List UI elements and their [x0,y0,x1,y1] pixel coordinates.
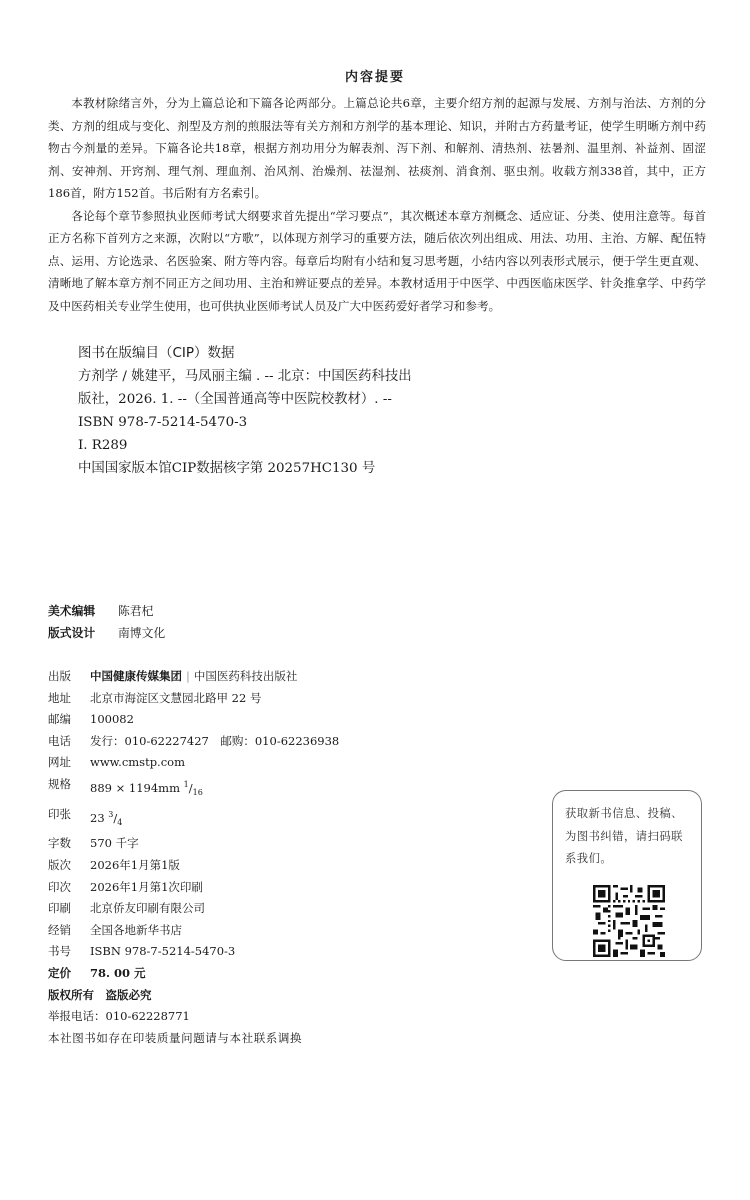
phone: 发行：010-62227427 邮购：010-62236938 [90,733,340,748]
format-label: 规格 [48,776,71,791]
price-label: 定价 [48,965,71,980]
cip-record: 中国国家版本馆CIP数据核字第 20257HC130 号 [78,461,376,476]
edition: 2026年1月第1版 [90,858,180,872]
staff-credits [48,600,165,644]
publisher-name: 中国医药科技出版社 [193,669,298,683]
format-main: 889 × 1194mm [90,780,180,795]
words-label: 字数 [48,836,71,851]
quality-notice: 本社图书如存在印装质量问题请与本社联系调换 [48,1030,303,1045]
qr-code-icon[interactable] [593,885,665,957]
publisher-label: 出版 [48,669,71,683]
cip-block [78,342,423,480]
staff-label: 美术编辑 [48,604,96,618]
report-phone: 举报电话：010-62228771 [48,1009,190,1024]
qr-contact-box [552,790,702,961]
printing: 2026年1月第1次印刷 [90,879,203,894]
price: 78. 00 元 [90,965,146,980]
address: 北京市海淀区文慧园北路甲 22 号 [90,690,262,705]
publisher-group: 中国健康传媒集团 [90,669,182,683]
website-label: 网址 [48,755,71,770]
distributor: 全国各地新华书店 [90,922,182,937]
isbn-label: 书号 [48,944,71,959]
format-numerator: 1 [183,779,189,789]
postcode: 100082 [90,712,134,727]
format-denominator: 16 [192,788,203,798]
postcode-label: 邮编 [48,712,71,727]
phone-label: 电话 [48,733,71,748]
staff-value: 陈君杞 [118,604,154,618]
publication-info [48,666,339,1049]
format: 889 × 1194mm $^1/_{16}$ [90,779,203,798]
summary-body [48,92,706,317]
divider: | [186,669,190,683]
summary-paragraph: 本教材除绪言外，分为上篇总论和下篇各论两部分。上篇总论共6章，主要介绍方剂的起源与发展、方剂与治法、方剂的分类、方剂的组成与变化、剂型及方剂的煎服法等有关方剂和方剂学的基本理论、知识，并附古方药量考证，使学生明晰方剂中药物古今剂量的差异。下篇各论共18章，根据方剂功用分为解表剂、泻下剂、和解剂、清热剂、祛暑剂、温里剂、补益剂、固涩剂、安神剂、开窍剂、理气剂、理血剂、治风剂、治燥剂、祛湿剂、祛痰剂、消食剂、驱虫剂。收载方剂338首，其中，正方186首，附方152首。书后附有方名索引。 [48,96,706,200]
staff-label: 版式设计 [48,626,96,640]
website: www.cmstp.com [90,755,185,770]
cip-heading: 图书在版编目（CIP）数据 [78,345,235,361]
sheets-denominator: 4 [117,817,123,827]
printer-label: 印刷 [48,901,71,916]
edition-label: 版次 [48,858,71,872]
sheets-whole: 23 [90,810,105,825]
address-label: 地址 [48,690,71,705]
sheets-numerator: 3 [108,809,114,819]
isbn: ISBN 978-7-5214-5470-3 [90,944,236,959]
printing-label: 印次 [48,879,71,894]
summary-paragraph: 各论每个章节参照执业医师考试大纲要求首先提出“学习要点”，其次概述本章方剂概念、适应证、分类、使用注意等。每首正方名称下首列方之来源，次附以“方歌”，以体现方剂学习的重要方法，随后依次列出组成、用法、功用、主治、方解、配伍特点、运用、方论选录、名医验案、附方等内容。每章后均附有小结和复习思考题，小结内容以列表形式展示，便于学生更直观、清晰地了解本章方剂不同正方之间功用、主治和辨证要点的差异。本教材适用于中医学、中西医临床医学、针灸推拿学、中药学及中医药相关专业学生使用，也可供执业医师考试人员及广大中医药爱好者学习和参考。 [48,208,706,313]
sheets: 23 $^3/_4$ [90,809,123,827]
qr-caption: 获取新书信息、投稿、为图书纠错，请扫码联系我们。 [565,807,683,865]
words: 570 千字 [90,836,139,851]
cip-entry: 方剂学 / 姚建平，马凤丽主编 . -- 北京：中国医药科技出版社，2026. 1. --（全国普通高等中医院校教材）. -- ISBN 978-7-5214-5470-3 [78,369,412,430]
summary-title: 内容提要 [344,70,405,85]
staff-value: 南博文化 [118,626,166,640]
sheets-label: 印张 [48,806,71,821]
distributor-label: 经销 [48,922,71,937]
rights-notice: 版权所有 盗版必究 [48,987,152,1002]
printer: 北京侨友印刷有限公司 [90,901,205,916]
cip-classification: Ⅰ. R289 [78,438,128,453]
